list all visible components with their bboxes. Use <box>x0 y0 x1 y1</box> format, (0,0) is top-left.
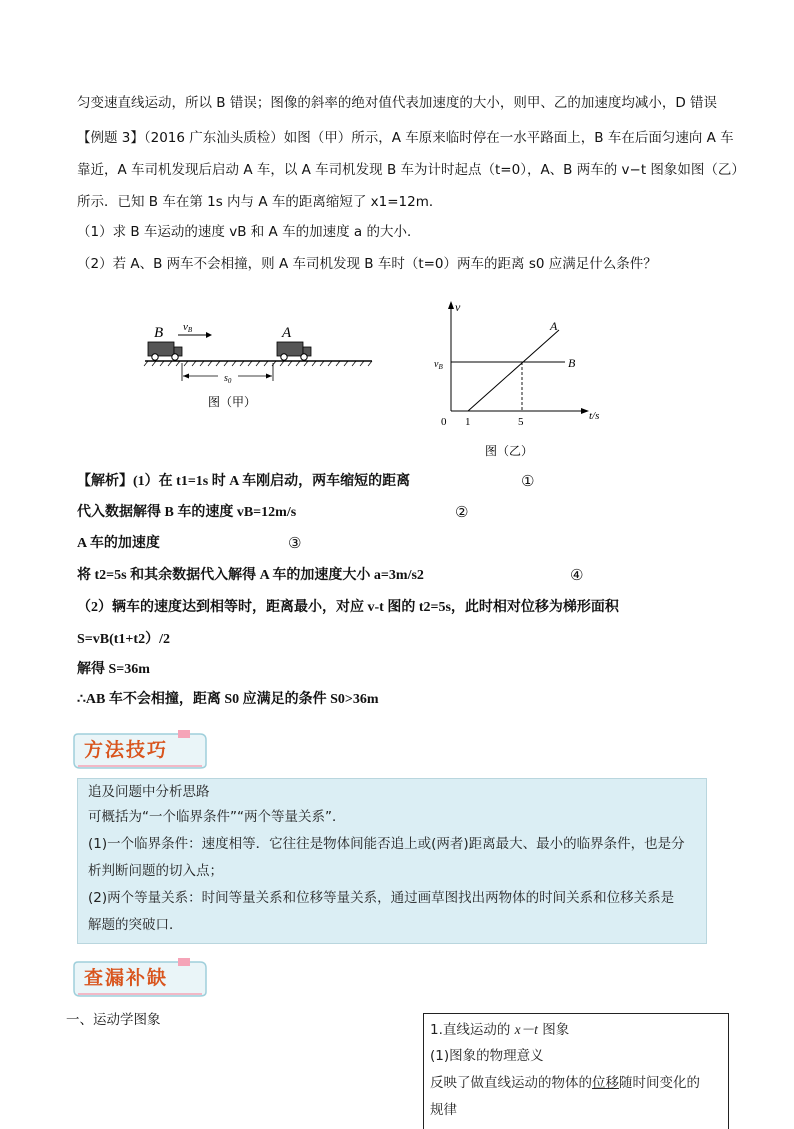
figure-yi <box>425 295 610 465</box>
problem-line-2: 【例题 3】（2016 广东汕头质检）如图（甲）所示，A 车原来临时停在一水平路面上，B 车在后面匀速向 A 车 <box>77 130 734 146</box>
origin-label: 0 <box>441 416 447 428</box>
tip-line-1: 追及问题中分析思路 <box>88 784 210 800</box>
section-title: 一、运动学图象 <box>66 1012 161 1028</box>
rbox-line-3: 反映了做直线运动的物体的位移随时间变化的 <box>430 1075 700 1091</box>
problem-line-4: 所示．已知 B 车在第 1s 内与 A 车的距离缩短了 x1=12m． <box>77 194 443 210</box>
car-a <box>277 342 311 360</box>
solution-line-6: S=vB(t1+t2）/2 <box>77 632 170 647</box>
banner-review <box>72 958 212 994</box>
banner-method <box>72 730 212 766</box>
tick-1-label: 1 <box>465 416 471 428</box>
problem-line-6: （2）若 A、B 两车不会相撞，则 A 车司机发现 B 车时（t=0）两车的距离 s0 应满足什么条件？ <box>77 256 657 272</box>
label-vb: vB <box>183 321 193 334</box>
banner-method-text: 方法技巧 <box>84 739 169 761</box>
axis-t-label: t/s <box>589 410 600 422</box>
circled-1: ① <box>521 472 535 490</box>
label-a: A <box>282 325 292 341</box>
circled-3: ③ <box>288 534 302 552</box>
tip-line-2: 可概括为“一个临界条件”“两个等量关系”． <box>88 809 346 825</box>
circled-4: ④ <box>570 566 584 584</box>
solution-line-4: 将 t2=5s 和其余数据代入解得 A 车的加速度大小 a=3m/s2 <box>77 568 424 583</box>
rbox-line-1: 1.直线运动的 x－t 图象 <box>430 1022 570 1038</box>
tick-5-label: 5 <box>518 416 524 428</box>
solution-line-3: A 车的加速度 <box>77 536 160 551</box>
line-a <box>468 330 559 411</box>
solution-line-7: 解得 S=36m <box>77 662 150 677</box>
circled-2: ② <box>455 503 469 521</box>
figure-jia <box>140 315 380 420</box>
tip-line-5: (2)两个等量关系：时间等量关系和位移等量关系，通过画草图找出两物体的时间关系和位移关系是 <box>88 890 675 906</box>
solution-line-2: 代入数据解得 B 车的速度 vB=12m/s <box>77 505 297 520</box>
tip-line-6: 解题的突破口． <box>88 917 183 933</box>
solution-line-8: ∴AB 车不会相撞，距离 S0 应满足的条件 S0>36m <box>77 692 379 707</box>
solution-line-1: 【解析】(1）在 t1=1s 时 A 车刚启动，两车缩短的距离 <box>77 474 411 489</box>
rbox-line-2: (1)图象的物理意义 <box>430 1048 544 1064</box>
banner-review-text: 查漏补缺 <box>84 967 169 989</box>
line-a-label: A <box>550 319 558 333</box>
tip-line-3: (1)一个临界条件：速度相等．它往往是物体间能否追上或(两者)距离最大、最小的临界条件，也是分 <box>88 836 685 852</box>
rbox-line-4: 规律 <box>430 1102 457 1118</box>
problem-line-1: 匀变速直线运动，所以 B 错误；图像的斜率的绝对值代表加速度的大小，则甲、乙的加速度均减小，D 错误 <box>77 95 718 111</box>
problem-line-5: （1）求 B 车运动的速度 vB 和 A 车的加速度 a 的大小． <box>77 224 421 240</box>
axis-v-label: v <box>455 300 461 314</box>
caption-yi: 图（乙） <box>485 444 534 458</box>
tips-box <box>77 778 707 944</box>
solution-line-5: （2）辆车的速度达到相等时，距离最小，对应 v-t 图的 t2=5s，此时相对位移为梯形面积 <box>77 600 619 615</box>
caption-jia: 图（甲） <box>208 395 257 409</box>
label-s0: $s_0$ <box>224 373 232 385</box>
problem-line-3: 靠近，A 车司机发现后启动 A 车，以 A 车司机发现 B 车为计时起点（t=0），A、B 两车的 v−t 图象如图（乙） <box>77 162 745 178</box>
line-b-label: B <box>568 356 576 370</box>
label-b: B <box>154 325 164 341</box>
car-b <box>148 342 182 360</box>
vb-tick-label: $v_B$ <box>434 359 443 371</box>
tip-line-4: 析判断问题的切入点； <box>88 863 223 879</box>
summary-box <box>423 1013 729 1129</box>
